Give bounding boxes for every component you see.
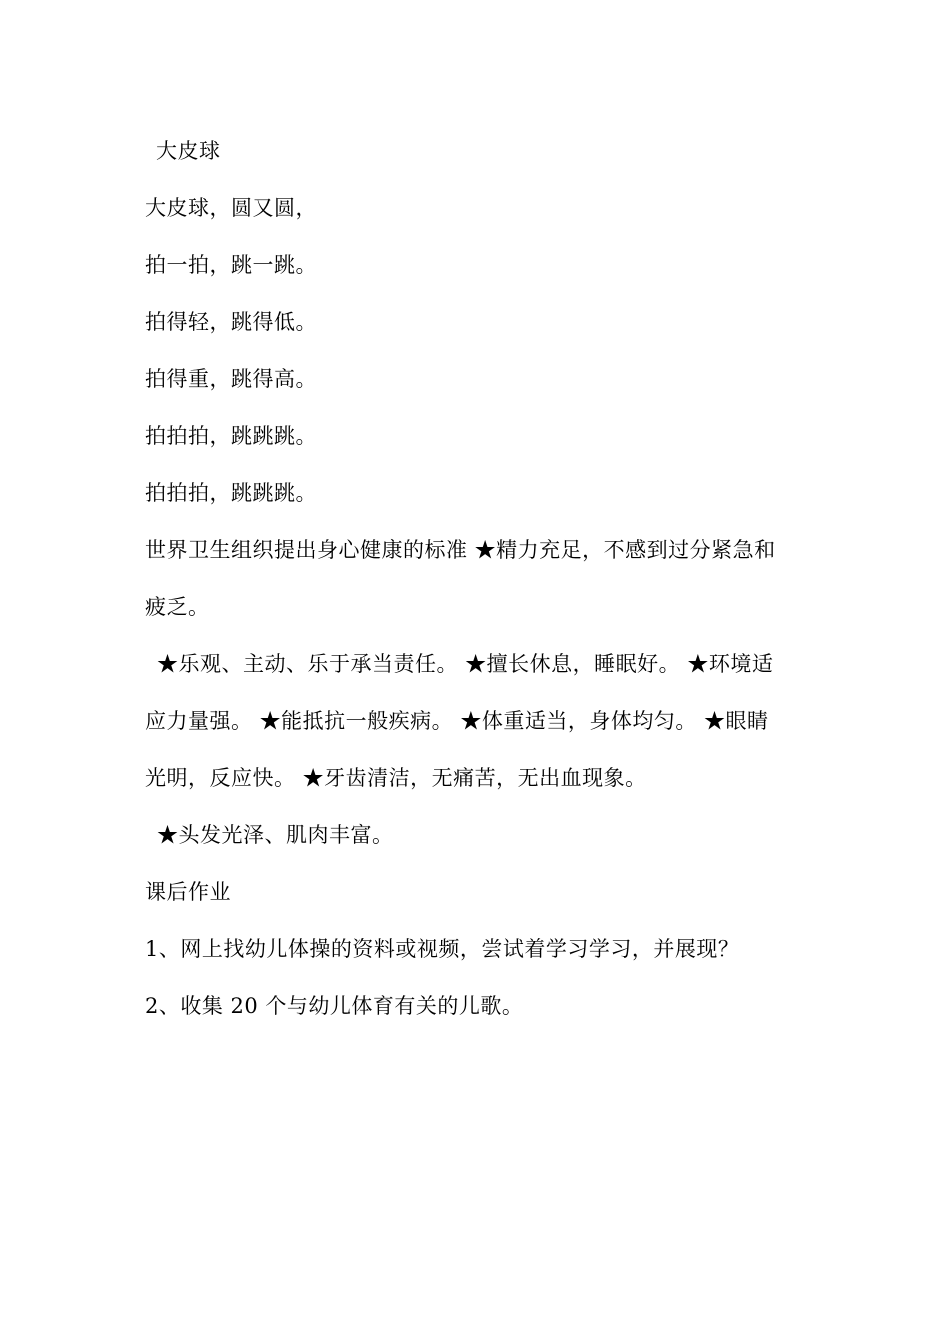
poem-line: 大皮球，圆又圆，	[145, 196, 317, 220]
poem-line: 拍拍拍，跳跳跳。	[145, 481, 317, 505]
poem-title: 大皮球	[156, 139, 221, 163]
poem-line: 拍拍拍，跳跳跳。	[145, 424, 317, 448]
health-standard-line: ★头发光泽、肌肉丰富。	[157, 823, 394, 847]
homework-item: 1、网上找幼儿体操的资料或视频，尝试着学习学习，并展现？	[145, 937, 740, 961]
poem-line: 拍得重，跳得高。	[145, 367, 317, 391]
homework-heading: 课后作业	[145, 880, 231, 904]
homework-item: 2、收集 20 个与幼儿体育有关的儿歌。	[145, 994, 524, 1018]
health-standard-line: 应力量强。 ★能抵抗一般疾病。 ★体重适当，身体均匀。 ★眼睛	[145, 709, 769, 733]
health-standard-line: 世界卫生组织提出身心健康的标准 ★精力充足，不感到过分紧急和	[145, 538, 776, 562]
health-standard-line: 疲乏。	[145, 595, 210, 619]
poem-line: 拍得轻，跳得低。	[145, 310, 317, 334]
health-standard-line: 光明，反应快。 ★牙齿清洁，无痛苦，无出血现象。	[145, 766, 647, 790]
poem-line: 拍一拍，跳一跳。	[145, 253, 317, 277]
health-standard-line: ★乐观、主动、乐于承当责任。 ★擅长休息，睡眠好。 ★环境适	[157, 652, 774, 676]
